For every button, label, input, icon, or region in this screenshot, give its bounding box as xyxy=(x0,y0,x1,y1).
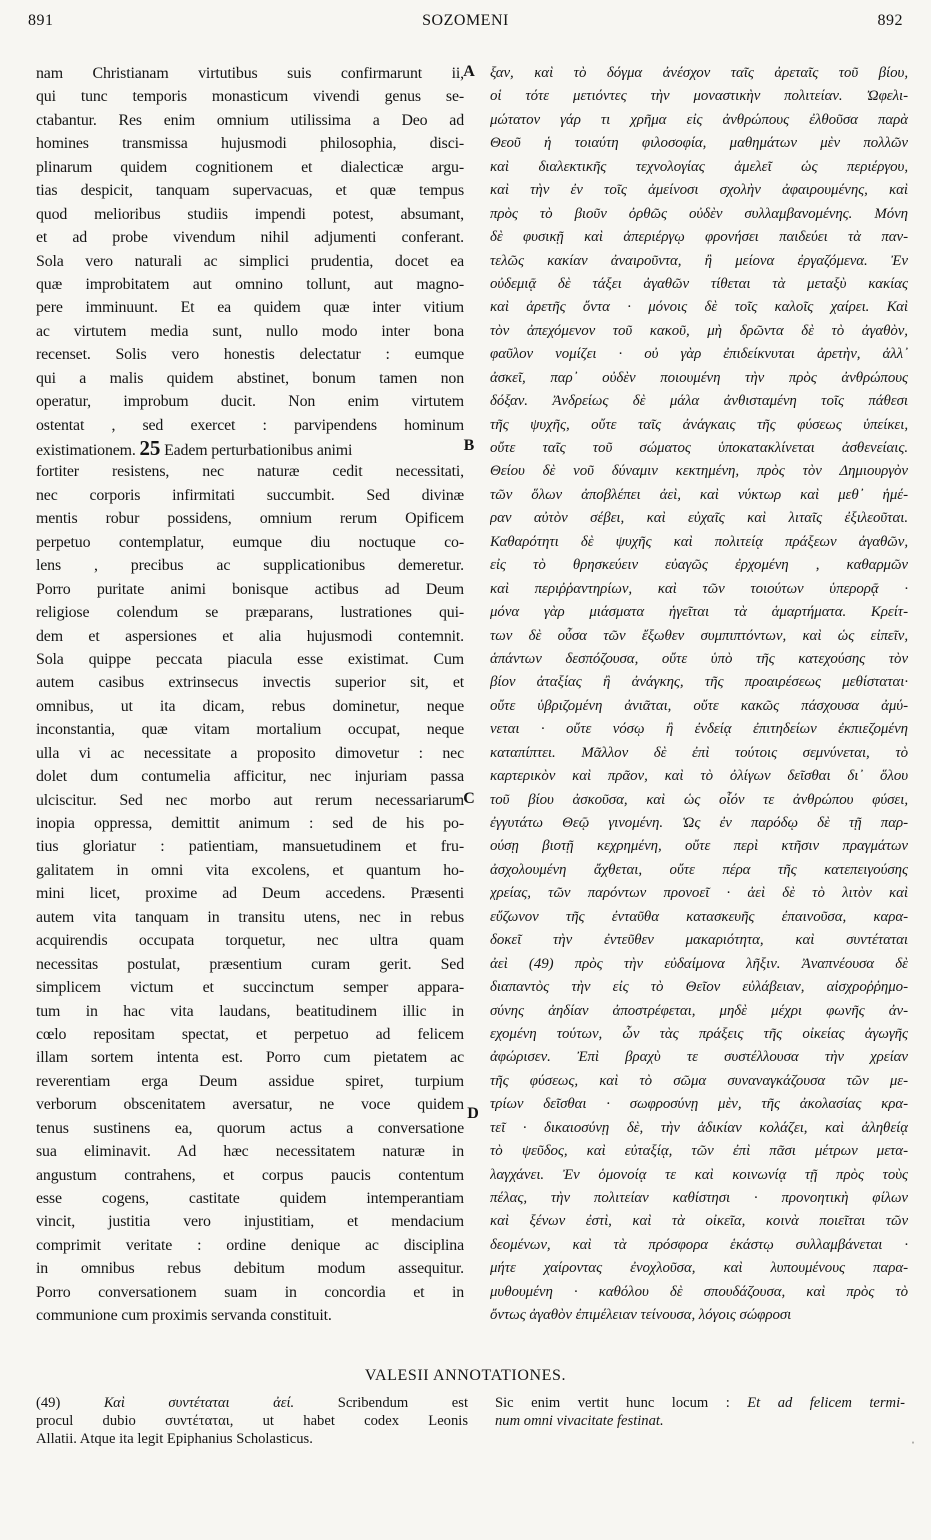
greek-text-line: μήτε χαίροντας ἐνοχλοῦσα, καὶ λυπουμένους παρα- xyxy=(490,1260,908,1277)
greek-text-line: καὶ ξένων ἐστὶ, καὶ τὰ οἰκεῖα, κοινὰ ποιεῖται τῶν xyxy=(490,1213,908,1230)
translation-quote-end: num omni vivacitate festinat. xyxy=(495,1413,664,1429)
greek-text-line: μώτατον γάρ τι χρῆμα εἰς ἀνθρώπους ἐλθοῦσα παρὰ xyxy=(490,111,908,128)
greek-text-line: ούσῃ βιοτῇ κεχρημένη, οὔτε περὶ κτῆσιν πραγμάτων xyxy=(490,838,908,855)
note-number: (49) xyxy=(36,1395,61,1411)
note-line: procul dubio συντέταται, ut habet codex Leonis xyxy=(36,1413,468,1429)
right-page-number: 892 xyxy=(877,12,903,29)
latin-text-line: autem casibus extrinsecus invectis superior sit, et xyxy=(36,674,464,692)
greek-text-line: νεται · οὔτε νόσῳ ἢ ἐνδείᾳ ἐπιτηδείων ἐκπιεζομένη xyxy=(490,721,908,738)
latin-text-line: ulciscitur. Sed nec morbo aut rerum necessariarum xyxy=(36,791,464,809)
latin-text-line: tenus sustinens ea, quorum actus a conversatione xyxy=(36,1119,464,1137)
latin-text-line: ostentat , sed exercet : parvipendens hominum xyxy=(36,416,464,434)
margin-marker-b: B xyxy=(463,437,475,454)
latin-text-line: esse cogens, castitate quidem intemperantiam xyxy=(36,1190,464,1207)
latin-text-line: mini licet, proxime ad Deum accedens. Præsenti xyxy=(36,885,464,903)
greek-text-line: χρείας, τῶν παρόντων προνοεῖ · ἀεὶ δὲ τὸ λιτὸν καὶ xyxy=(490,885,908,902)
greek-text-line: τελῶς κακίαν ἀναιροῦντα, ἢ μείονα ἐργαζόμενα. Ἐν xyxy=(490,252,908,269)
latin-text-line: dolet dum contumelia afficitur, nec injuriam passa xyxy=(36,768,464,786)
page-header xyxy=(28,12,903,42)
latin-text-line: mentis robur possidens, omnium rerum Opificem xyxy=(36,510,464,528)
latin-text-line: communione cum proximis servanda constituit. xyxy=(36,1307,332,1325)
running-title: SOZOMENI xyxy=(422,12,509,29)
annotation-note xyxy=(36,1394,468,1448)
latin-text-line: angustum contrahens, et corpus paucis contentum xyxy=(36,1166,464,1184)
latin-text-line xyxy=(36,437,464,460)
latin-text-line: qui a malis quidem abstinet, bonum tamen non xyxy=(36,369,464,387)
latin-text-line: autem vita tanquam in transitu utens, nec in rebus xyxy=(36,908,464,926)
latin-text-line: necessitas postulat, præsentium curam gerit. Sed xyxy=(36,955,464,973)
latin-text-line: comprimit veritate : ordine denique ac disciplina xyxy=(36,1236,464,1254)
greek-text-line: ἐγγυτάτω Θεῷ γινομένη. Ὡς ἐν παρόδῳ δὲ τῇ παρ- xyxy=(490,815,908,831)
greek-text-line: καρτερικὸν καὶ πρᾶον, καὶ τὸ ὀλίγων δεῖσθαι δι᾽ ὅλου xyxy=(490,768,908,785)
latin-text-line: Porro conversationem suam in concordia et in xyxy=(36,1283,464,1301)
greek-text-line: βίον ἀταξίας ἢ ἀνάγκης, τῆς προαιρέσεως μεθίσταται· xyxy=(490,674,908,691)
latin-text-line: tias despicit, tanquam supervacuas, et quæ tempus xyxy=(36,182,464,200)
latin-text-line: galitatem in omni vita excolens, et quantum ho- xyxy=(36,861,464,879)
latin-text-line: simplicem victum et succinctum semper appara- xyxy=(36,979,464,997)
greek-text-line: τοῦ βίου ἀσκοῦσα, καὶ ὡς οἷόν τε ἀνθρώπου φύσει, xyxy=(490,791,908,808)
latin-text-line: tius gloriatur : patientiam, mansuetudinem et fru- xyxy=(36,838,464,856)
greek-text-line: των δὲ οὖσα τῶν ἔξωθεν συμπιπτόντων, καὶ ὡς εἰπεῖν, xyxy=(490,627,908,644)
greek-text-line: ἀσκεῖ, παρ᾽ οὐδὲν ποιουμένη τὴν πρὸς ἀνθρώπους xyxy=(490,369,908,386)
greek-text-line: καταπίπτει. Μᾶλλον δὲ ἐπὶ τούτοις σεμνύνεται, τὸ xyxy=(490,744,908,761)
greek-text-line: Καθαρότητι δὲ ψυχῆς καὶ πολιτείᾳ πράξεων ἀγαθῶν, xyxy=(490,533,908,550)
translation-intro: Sic enim vertit hunc locum : xyxy=(495,1395,730,1411)
margin-tick: ˈ xyxy=(911,1439,915,1453)
left-page-number: 891 xyxy=(28,12,54,29)
latin-text-line: illam sortem intenta est. Porro cum pietatem ac xyxy=(36,1049,464,1067)
latin-text-line: cœlo repositam spectat, et perpetuo ad felicem xyxy=(36,1025,464,1043)
latin-text-line: reverentiam erga Deum assidue spiret, turpium xyxy=(36,1072,464,1090)
margin-marker-c: C xyxy=(463,790,475,807)
margin-marker-d: D xyxy=(467,1105,479,1122)
greek-text-line: φαῦλον νομίζει · οὐ γὰρ ἐπιδείκνυται ἀρετὴν, ἀλλ᾽ xyxy=(490,346,908,363)
latin-text-line: inconstantia, quæ vitam mortalium occupat, neque xyxy=(36,721,464,739)
annotations-title: VALESII ANNOTATIONES. xyxy=(364,1367,567,1384)
greek-text-line: ἀεὶ (49) πρὸς τὴν εὐδαίμονα λῆξιν. Ἀναπνέουσα δὲ xyxy=(490,955,908,972)
latin-text-line: religiose colendum se præparans, lustrationes qui- xyxy=(36,604,464,622)
latin-text-line: homines transmissa hujusmodi philosophia, disci- xyxy=(36,135,464,153)
greek-text-line: οἱ τότε μετιόντες τὴν μοναστικὴν πολιτείαν. Ὠφελι- xyxy=(490,88,908,105)
greek-text-line: λαγχάνει. Ἐν ὁμονοίᾳ τε καὶ κοινωνίᾳ τῇ πρὸς τοὺς xyxy=(490,1166,908,1183)
greek-text-line: πρὸς τὸ βιοῦν ὀρθῶς οὐδὲν συλλαμβανομένης. Μόνη xyxy=(490,205,908,222)
greek-text-line: καὶ διαλεκτικῆς τεχνολογίας ἀμελεῖ ὡς περιέργου, xyxy=(490,158,908,175)
greek-text-line: τὸν ἀπεχόμενον τοῦ κακοῦ, μὴ δρῶντα δὲ τὸ ἀγαθὸν, xyxy=(490,322,908,339)
greek-text-line: καὶ περιῤῥαντηρίων, καὶ τῶν τοιούτων ὑπερορᾷ · xyxy=(490,580,908,597)
greek-text-line: τῆς ψυχῆς, οὔτε ταῖς ἀνάγκαις τῆς φύσεως ὑπείκει, xyxy=(490,416,908,433)
greek-text-line: ραν αὐτὸν σέβει, καὶ εὐχαῖς καὶ λιταῖς ἐξιλεοῦται. xyxy=(490,510,908,527)
greek-text-line: τῆς φύσεως, καὶ τὸ σῶμα συναναγκάζουσα τῶν με- xyxy=(490,1072,908,1089)
latin-text-fragment: existimationem. xyxy=(36,442,136,459)
latin-text-fragment: Eadem perturbationibus animi xyxy=(164,442,353,459)
latin-text-line: ac virtutem media sunt, nullo modo inter bona xyxy=(36,322,464,340)
latin-text-line: in omnibus rebus debitum modum assequitur. xyxy=(36,1260,464,1278)
latin-text-line: ctabantur. Res enim omnium utilissima a Deo ad xyxy=(36,111,464,129)
translation-quote: Et ad felicem termi- xyxy=(747,1395,905,1411)
greek-text-line: καὶ ἀρετῆς ὄντα · μόνοις δὲ τοῖς καλοῖς χαίρει. Καὶ xyxy=(490,299,908,316)
greek-text-line: οὐδεμιᾷ δὲ τάξει ἀγαθῶν τίθεται τὰ μεταξὺ κακίας xyxy=(490,275,908,292)
greek-text-line: Θείου δὲ νοῦ δύναμιν κεκτημένη, πρὸς τὸν Δημιουργὸν xyxy=(490,463,908,480)
greek-text-line: ὄντως ἀγαθὸν ἐπιμέλειαν τείνουσα, λόγοις σώφροσι xyxy=(490,1307,792,1324)
greek-text-line: τῶν ὅλων ἀποβλέπει ἀεὶ, καὶ νύκτωρ καὶ μεθ᾽ ἡμέ- xyxy=(490,486,908,503)
greek-text-line: τὸ ψεῦδος, καὶ εὐταξίᾳ, τῶν ἐπὶ πᾶσι μέτρων μετα- xyxy=(490,1143,908,1160)
greek-text-line: ἁπάντων δεσπόζουσα, οὔτε ὑπὸ τῆς κατεχούσης τὸν xyxy=(490,650,908,667)
greek-text-line: ἀσχολουμένη ἄχθεται, οὔτε πέρα τῆς κατεπειγούσης xyxy=(490,861,908,878)
latin-text-line: qui tunc temporis monasticum vivendi genus se- xyxy=(36,88,464,106)
note-lemma: Καὶ συντέταται ἀεί. xyxy=(103,1395,295,1411)
annotation-translation xyxy=(495,1394,905,1430)
latin-text-line: verborum obscenitatem aversatur, ne voce quidem xyxy=(36,1096,464,1114)
latin-text-line: perpetuo contemplatur, eumque diu noctuque co- xyxy=(36,533,464,551)
latin-text-line: Sola quippe peccata piacula esse existimat. Cum xyxy=(36,650,464,668)
latin-text-line: sua eliminavit. Ad hæc necessitatem naturæ in xyxy=(36,1143,464,1161)
greek-text-line: πέλας, τὴν πολιτείαν καθίστησι · προνοητικὴ φίλων xyxy=(490,1190,908,1206)
latin-text-line: fortiter resistens, nec naturæ cedit necessitati, xyxy=(36,463,464,481)
greek-column xyxy=(490,62,908,1328)
latin-text-line: tum in hac vita laudans, beatitudinem illic in xyxy=(36,1002,464,1020)
greek-text-line: ξαν, καὶ τὸ δόγμα ἀνέσχον ταῖς ἀρεταῖς τοῦ βίου, xyxy=(490,65,908,81)
note-line1-rest: Scribendum est xyxy=(337,1395,469,1411)
latin-text-line: operatur, improbum ducit. Non enim virtutem xyxy=(36,393,464,411)
greek-text-line: εχομένη τούτων, ὧν τὰς πράξεις τῆς οἰκείας ἀγωγῆς xyxy=(490,1025,908,1042)
section-number: 25 xyxy=(139,437,161,460)
latin-text-line: et ad probe vivendum nihil adjumenti conferant. xyxy=(36,229,464,247)
greek-text-line: καὶ τὴν ἐν τοῖς ἀμείνοσι σχολὴν ἀφαιρουμένης, καὶ xyxy=(490,182,908,199)
greek-text-line: μυθουμένη · καθόλου δὲ σπουδάζουσα, καὶ πρὸς τὸ xyxy=(490,1283,908,1300)
greek-text-line: δόξαν. Ἀνδρείως δὲ μάλα ἀνθισταμένη τοῖς πάθεσι xyxy=(490,393,908,410)
latin-text-line: ulla vi ac necessitate a proposito dimovetur : nec xyxy=(36,744,464,762)
latin-text-line: vincit, justitia vero injustitiam, et mendacium xyxy=(36,1213,464,1231)
latin-text-line: plinarum quidem cognitionem et dialecticæ argu- xyxy=(36,158,464,176)
latin-text-line: pere imminuunt. Et ea quidem quæ inter vitium xyxy=(36,299,464,317)
latin-text-line: inopia oppressa, demittit animum : sed de his po- xyxy=(36,815,464,832)
greek-text-line: μόνα γὰρ μιάσματα ἡγεῖται τὰ ἁμαρτήματα. Κρείτ- xyxy=(490,604,908,621)
greek-text-line: Θεοῦ ἡ τοιαύτη φιλοσοφία, μαθημάτων μὲν πολλῶν xyxy=(490,135,908,152)
latin-text-line: quod melioribus studiis impendi potest, absumant, xyxy=(36,205,464,223)
greek-text-line: σύνης ἀηδίαν ἀποστρέφεται, μηδὲ μέχρι φωνῆς ἀν- xyxy=(490,1002,908,1019)
greek-text-line: ἀφώρισεν. Ἐπὶ βραχὺ τε συστέλλουσα τὴν χρείαν xyxy=(490,1049,908,1066)
greek-text-line: οὔτε ὑβριζομένη ἀνιᾶται, οὔτε κακῶς πάσχουσα ἀμύ- xyxy=(490,697,908,714)
margin-marker-a: A xyxy=(463,63,475,80)
latin-text-line: nec corporis infirmitati succumbit. Sed divinæ xyxy=(36,486,464,504)
greek-text-line: οὔτε ταῖς τοῦ σώματος ὑποκατακλίνεται ἀσθενείαις. xyxy=(490,440,908,456)
greek-text-line: διαπαντὸς τὴν εἰς τὸ Θεῖον εὐλάβειαν, αἰσχροῤῥημο- xyxy=(490,979,908,996)
latin-text-line: omnibus, ut ita dicam, rebus dominetur, neque xyxy=(36,697,464,715)
latin-text-line: quæ improbitatem aut omnino tollunt, aut magno- xyxy=(36,275,464,293)
note-line: Allatii. Atque ita legit Epiphanius Scholasticus. xyxy=(36,1431,313,1447)
latin-text-line: dem et aspersiones et alia hujusmodi contemnit. xyxy=(36,627,464,645)
greek-text-line: δοκεῖ τὴν ἐντεῦθεν μακαριότητα, καὶ συντέταται xyxy=(490,932,908,949)
greek-text-line: δεομένων, καὶ τὰ πρόσφορα ἑκάστῳ συλλαμβάνεται · xyxy=(490,1236,908,1253)
latin-text-line: Porro puritate animi bonisque actibus ad Deum xyxy=(36,580,464,598)
greek-text-line: εὔζωνον τῆς ἐνταῦθα κατασκευῆς ἐπαινοῦσα, καρα- xyxy=(490,908,908,925)
latin-text-line: acquirendis occupata torquetur, nec ultra quam xyxy=(36,932,464,950)
greek-text-line: εἰς τὸ θρησκεύειν εὐαγῶς ἐρχομένη , καθαρμῶν xyxy=(490,557,908,574)
latin-column xyxy=(36,62,464,1328)
latin-text-line: recenset. Solis vero honestis delectatur : eumque xyxy=(36,346,464,364)
latin-text-line: lens , precibus ac supplicationibus demeretur. xyxy=(36,557,464,575)
greek-text-line: δὲ φυσικῇ καὶ ἀπεριέργῳ φρονήσει παιδεύει τὰ παν- xyxy=(490,229,908,246)
greek-text-line: τεῖ · δικαιοσύνῃ δὲ, τὴν ἀδικίαν κολάζει, καὶ ἀληθείᾳ xyxy=(490,1119,908,1136)
greek-text-line: τρίων δεῖσθαι · σωφροσύνῃ μὲν, τῆς ἀκολασίας κρα- xyxy=(490,1096,908,1113)
latin-text-line: Sola vero naturali ac simplici prudentia, docet ea xyxy=(36,252,464,270)
latin-text-line: nam Christianam virtutibus suis confirmarunt ii, xyxy=(36,65,464,82)
